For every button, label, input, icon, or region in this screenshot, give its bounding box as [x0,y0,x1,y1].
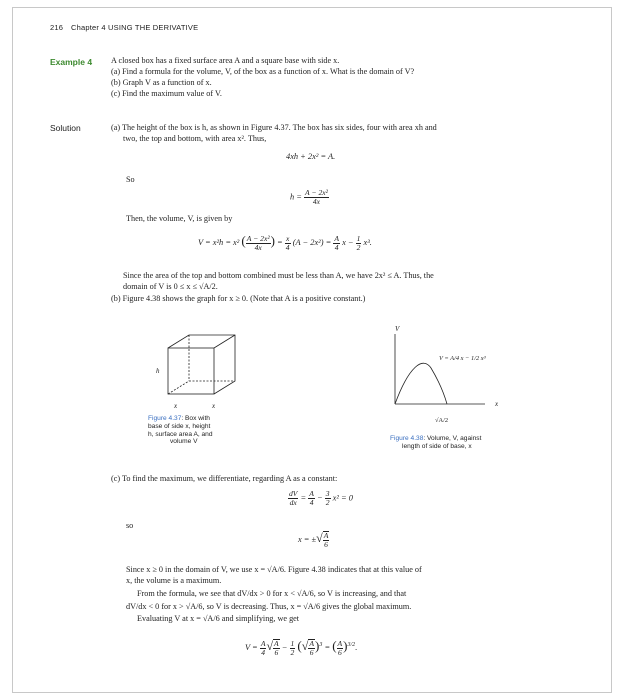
final-sqrt-2: √ [301,639,309,653]
solution-label: Solution [50,123,81,133]
equation-h-lhs: h = [290,192,302,202]
final-s2-den: 6 [309,648,314,658]
so-text-2: so [126,521,134,530]
solution-a-line1: (a) The height of the box is h, as shown in Figure 4.37. The box has six sides, four with area xh and [111,123,437,132]
figure-437-label: Figure 4.37 [148,415,182,422]
solution-a-line2: two, the top and bottom, with area x². Thus, [123,134,267,143]
figure-438-caption-line1 [390,435,520,443]
equation-volume-mid3: x − [342,238,354,247]
graph-v-label: V [395,326,400,333]
figure-438-caption-line2: length of side of base, x [402,442,472,450]
frac3-den: 2 [356,242,361,252]
final-v: V = [245,643,258,652]
final-paren-close-2: ) [343,638,348,653]
final-period: . [355,643,358,652]
example-part-c: (c) Find the maximum value of V. [111,89,222,98]
figure-438-label: Figure 4.38 [390,435,424,442]
box-x-label-left: x [174,402,178,410]
equation-h-fraction [304,189,329,206]
box-diagram [148,323,258,423]
deriv-eq: = [300,493,307,503]
equation-x-lhs: x = ± [298,535,317,544]
chapter-title: Chapter 4 USING THE DERIVATIVE [71,23,199,32]
equation-volume-den: 4x [254,242,262,252]
final-eq: = [324,643,331,652]
deriv-rest: x² = 0 [332,493,353,503]
sqrt-sign: √ [316,531,323,545]
final-half-den: 2 [290,647,295,657]
final-a4-den: 4 [261,647,266,657]
figure-438-caption-rest: : Volume, V, against [423,435,482,442]
page-number: 216 [50,23,64,32]
deriv-b-den: 2 [325,498,330,507]
equation-surface-area: 4xh + 2x² = A. [286,152,336,161]
frac1-den: 4 [285,242,290,252]
final-a4-num: A [260,638,266,648]
equation-x-frac [323,531,330,549]
equation-h-numerator: A − 2x² [305,188,328,197]
equation-volume-frac1 [285,235,291,252]
from-text-1: From the formula, we see that dV/dx > 0 for x < √A/6, so V is increasing, and that [137,589,407,598]
equation-volume-end: x³. [363,238,372,247]
final-a6-den: 6 [337,647,342,657]
box-back-edges [168,335,235,394]
frac2-den: 4 [334,242,339,252]
figure-437-caption-line1 [148,415,258,423]
then-text: Then, the volume, V, is given by [126,214,233,223]
figure-438-caption [390,435,520,451]
domain-text: domain of V is 0 ≤ x ≤ √A/2. [123,282,218,291]
deriv-frac-b [325,490,331,507]
final-minus: − [281,643,288,652]
equation-h [290,189,329,206]
figure-437-caption-rest: : Box with [181,415,210,422]
frac3-num: 1 [356,233,361,243]
box-front-face [168,348,214,394]
equation-derivative [288,490,353,507]
since-text-2b: x, the volume is a maximum. [126,576,222,585]
figure-437-caption-line3: h, surface area A, and [148,430,213,438]
box-x-label-right: x [212,402,216,410]
deriv-frac-a [308,490,315,507]
equation-volume-mid2: (A − 2x²) = [292,238,332,247]
equation-volume-start: V = x²h = x² [198,238,240,247]
figure-437-caption-line2: base of side x, height [148,422,211,430]
equation-final [245,638,357,657]
deriv-a-num: A [309,489,314,498]
equation-x-den: 6 [324,540,328,550]
equation-volume-frac2 [333,235,340,252]
box-hidden-edge-1 [168,381,189,394]
since-text-1: Since the area of the top and bottom combined must be less than A, we have 2x² ≤ A. Thus, the [123,271,434,280]
final-half-num: 1 [290,638,295,648]
deriv-minus: − [317,493,323,503]
from-text-2: dV/dx < 0 for x > √A/6, so V is decreasing. Thus, x = √A/6 gives the global maximum. [126,602,412,611]
box-top-edge [214,335,235,348]
final-sqrt-frac-1 [273,639,280,657]
final-sqrt-1: √ [266,639,274,653]
final-a6-num: A [337,638,343,648]
example-statement: A closed box has a fixed surface area A and a square base with side x. [111,56,340,65]
final-s1-den: 6 [274,648,279,658]
deriv-b-num: 3 [325,489,330,498]
final-frac-half [290,640,296,657]
equation-x-num: A [323,531,329,541]
evaluating-text: Evaluating V at x = √A/6 and simplifying, we get [137,614,300,623]
part-c-text: (c) To find the maximum, we differentiate, regarding A as a constant: [111,474,338,483]
dx-den: dx [289,498,297,507]
final-exp-32: 3/2 [347,642,356,649]
so-text-1: So [126,175,135,184]
graph-x-label: x [495,400,499,408]
equation-volume-eq: = [277,238,283,247]
final-s2-num: A [309,639,314,649]
example-part-a: (a) Find a formula for the volume, V, of the box as a function of x. What is the domain of V? [111,67,415,76]
part-b-text: (b) Figure 4.38 shows the graph for x ≥ 0. (Note that A is a positive constant.) [111,294,366,303]
equation-volume [198,233,372,252]
equation-volume-frac3 [356,235,362,252]
example-label: Example 4 [50,57,93,67]
final-sqrt-frac-2 [308,639,315,657]
volume-graph [373,326,513,436]
paren-open: ( [241,233,246,248]
example-part-b: (b) Graph V as a function of x. [111,78,212,87]
final-exp-3: 3 [319,642,323,649]
final-paren-open-2: ( [332,638,337,653]
final-s1-num: A [274,639,279,649]
dvdx-frac [288,490,298,507]
final-paren-open: ( [297,638,302,653]
paren-close: ) [270,233,275,248]
since-text-2: Since x ≥ 0 in the domain of V, we use x = √A/6. Figure 4.38 indicates that at this value of [126,565,422,574]
frac1-num: x [286,233,290,243]
graph-root-label: √A/2 [435,417,449,424]
frac2-num: A [334,233,339,243]
equation-x [298,531,329,549]
box-h-label: h [156,367,160,375]
figure-437-caption [148,415,258,446]
volume-curve [395,363,447,404]
dv-num: dV [289,489,298,498]
graph-curve-label: V = A/4 x − 1/2 x³ [439,355,486,362]
deriv-a-den: 4 [309,498,314,507]
final-paren-close: ) [315,638,320,653]
equation-h-denominator: 4x [312,197,321,206]
textbook-page [12,7,612,693]
figure-437-caption-line4: volume V [170,438,198,446]
equation-volume-num: A − 2x² [246,233,270,243]
equation-volume-frac-main [246,235,271,252]
